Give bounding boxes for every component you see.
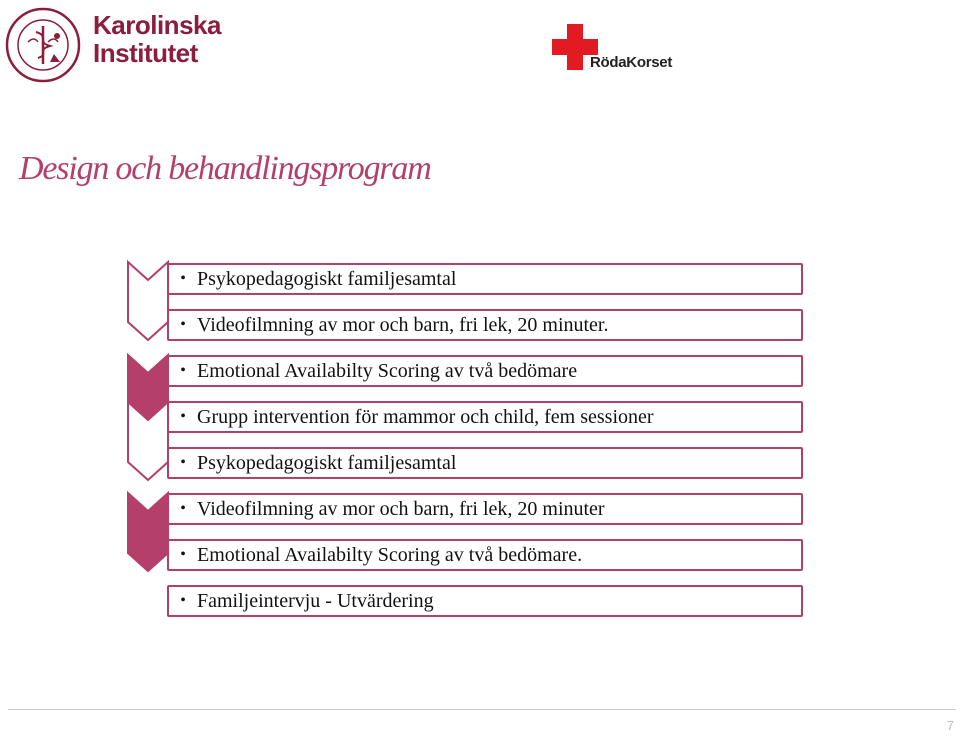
bullet-icon: • (180, 270, 186, 287)
bullet-icon: • (180, 316, 186, 333)
karolinska-logo (0, 0, 221, 90)
process-item-5 (167, 447, 803, 479)
process-item-text: Psykopedagogiskt familjesamtal (197, 451, 457, 474)
process-item-3 (167, 355, 803, 387)
bullet-icon: • (180, 362, 186, 379)
slide-title: Design och behandlingsprogram (19, 150, 431, 187)
chevron-2 (128, 355, 168, 433)
process-item-2 (167, 309, 803, 341)
footer-divider (8, 709, 956, 710)
process-item-text: Familjeintervju - Utvärdering (197, 589, 434, 612)
process-item-4 (167, 401, 803, 433)
process-item-text: Grupp intervention för mammor och child, fem sessioner (197, 405, 654, 428)
process-item-7 (167, 539, 803, 571)
page-number: 7 (946, 718, 954, 733)
chevron-1 (128, 262, 168, 340)
process-item-1 (167, 263, 803, 295)
process-item-text: Videofilmning av mor och barn, fri lek, 20 minuter (197, 497, 605, 520)
chevron-3 (128, 402, 168, 480)
process-item-8 (167, 585, 803, 617)
process-item-text: Videofilmning av mor och barn, fri lek, 20 minuter. (197, 313, 609, 336)
process-item-6 (167, 493, 803, 525)
bullet-icon: • (180, 408, 186, 425)
process-item-text: Emotional Availabilty Scoring av två bedömare (197, 359, 578, 382)
process-item-text: Emotional Availabilty Scoring av två bedömare. (197, 543, 583, 566)
karolinska-line1: Karolinska (93, 10, 221, 40)
bullet-icon: • (180, 454, 186, 471)
chevron-4 (128, 493, 168, 571)
karolinska-line2: Institutet (93, 38, 198, 68)
bullet-icon: • (180, 546, 186, 563)
process-item-text: Psykopedagogiskt familjesamtal (197, 267, 457, 290)
bullet-icon: • (180, 500, 186, 517)
rodakorset-wordmark: RödaKorset (590, 54, 673, 71)
seal-icon (4, 6, 82, 84)
bullet-icon: • (180, 592, 186, 609)
